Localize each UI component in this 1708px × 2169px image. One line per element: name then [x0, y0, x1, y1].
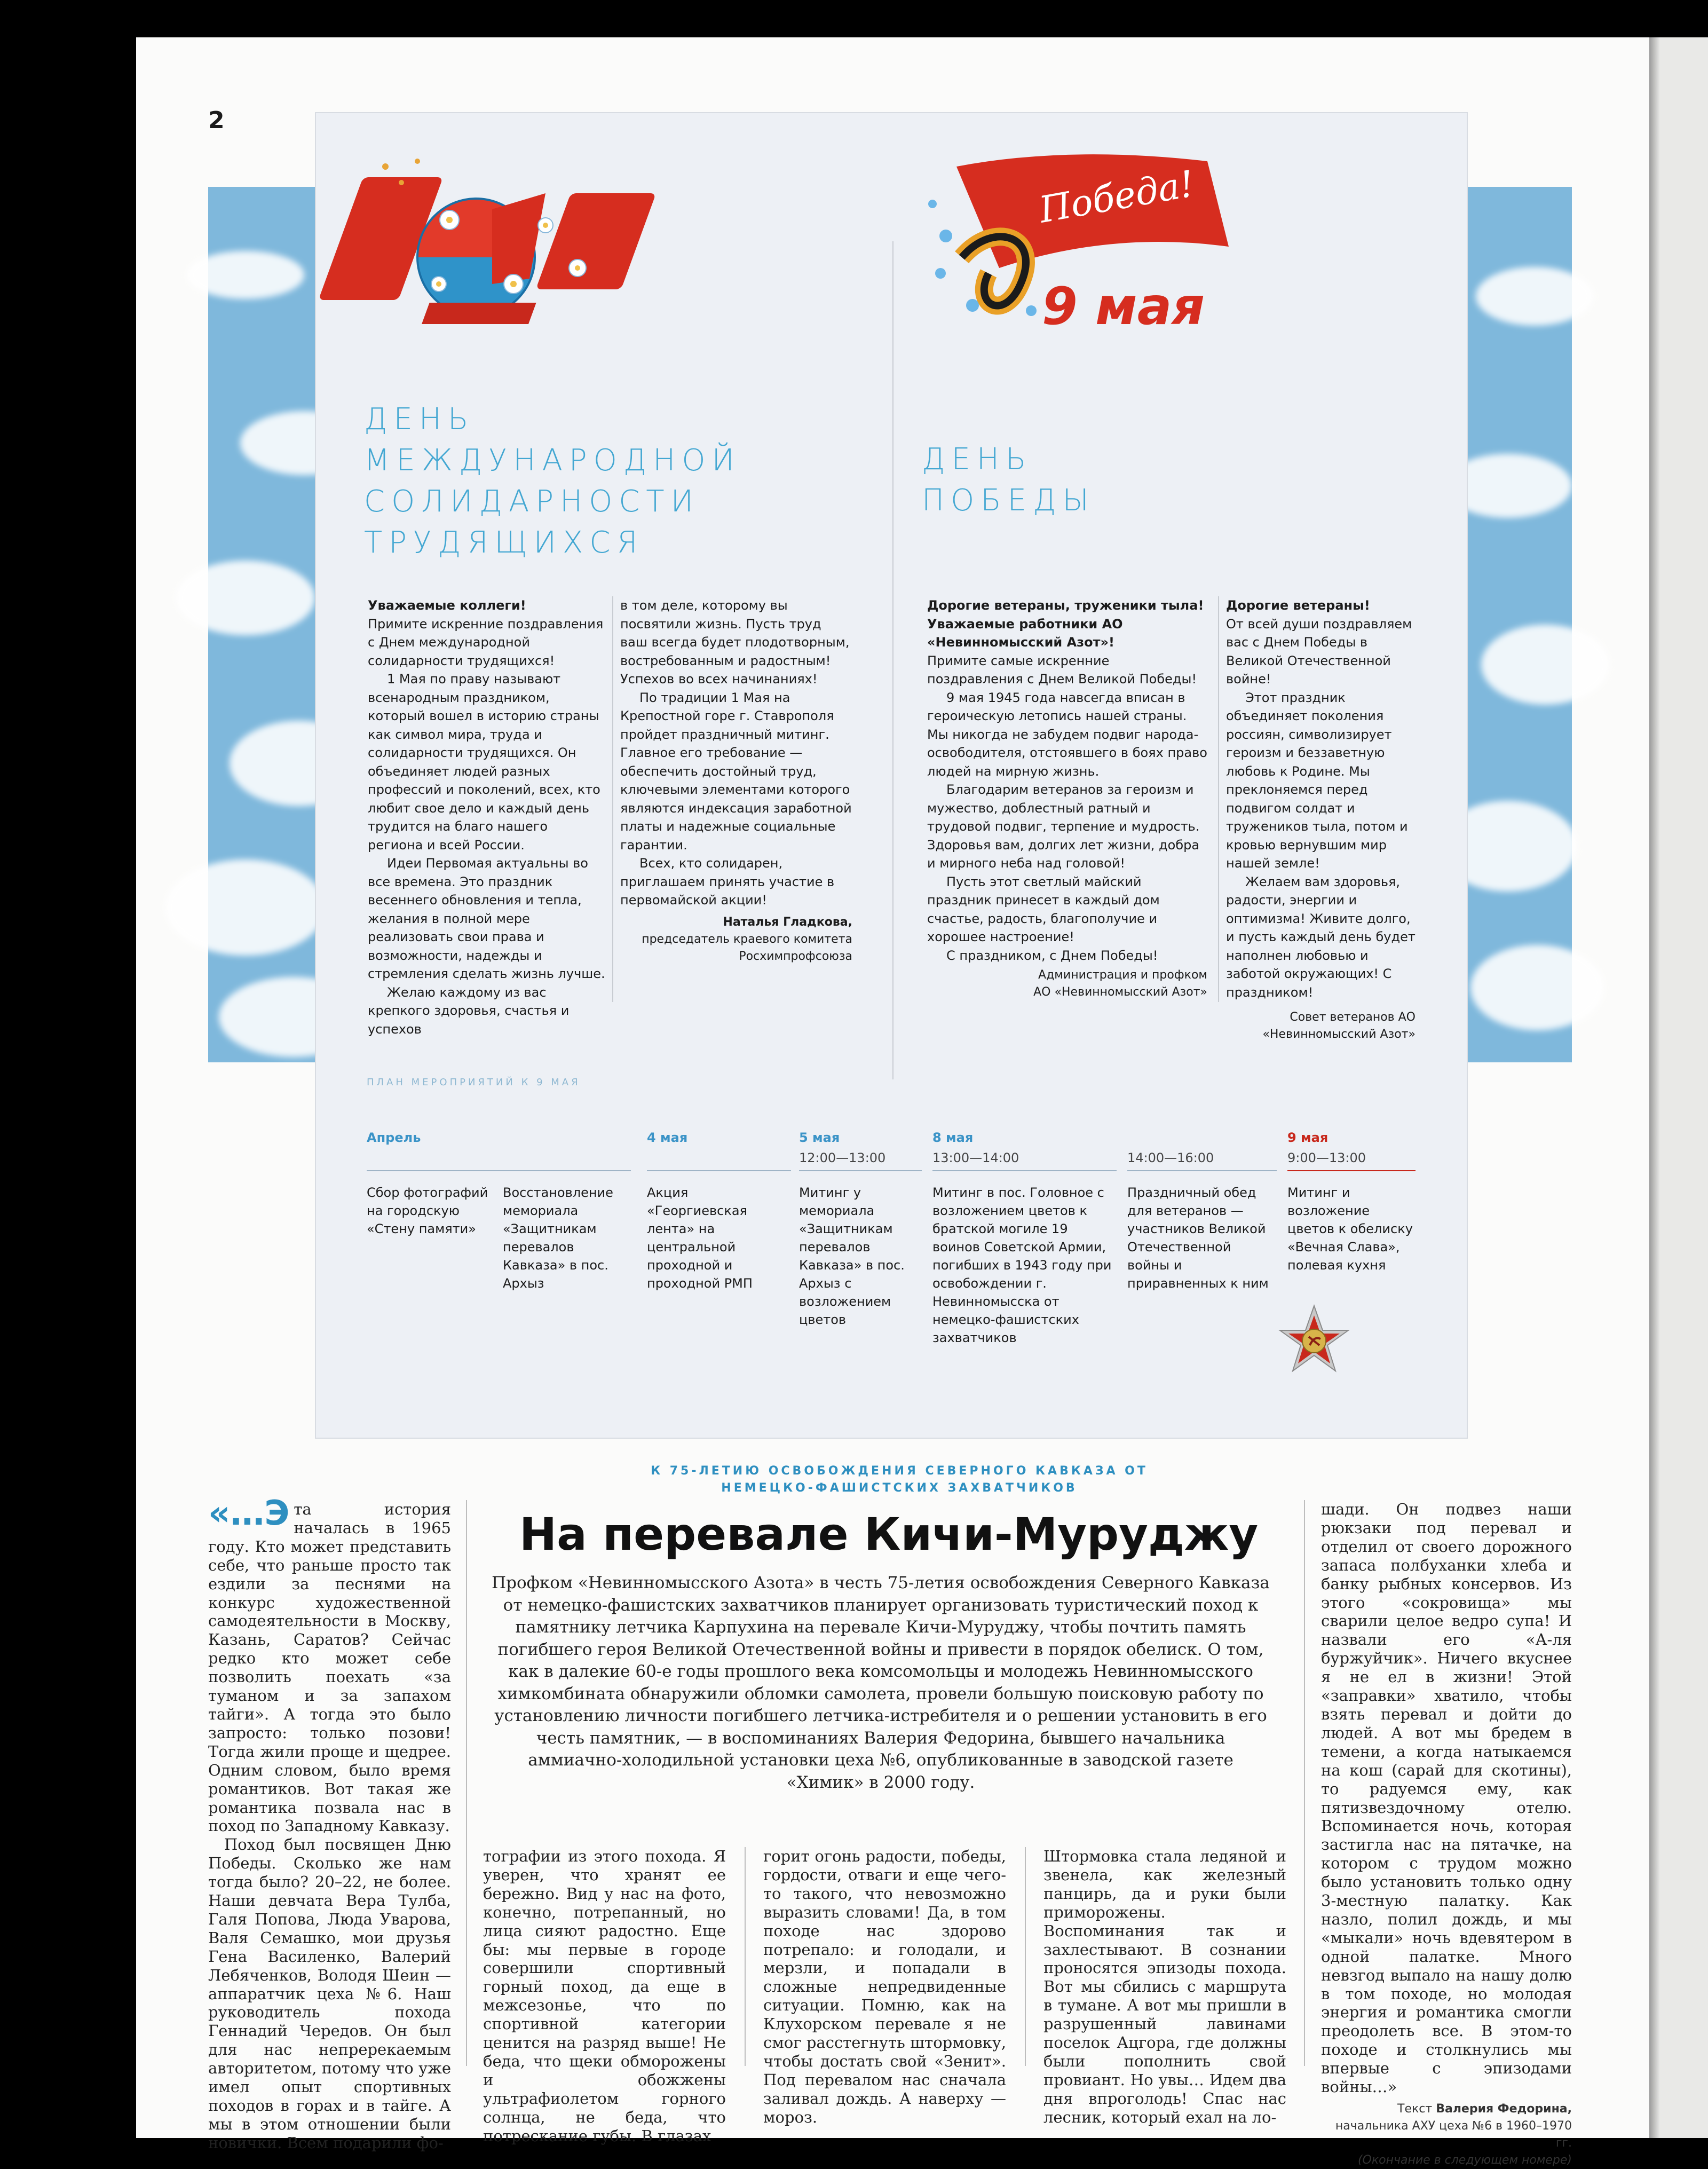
victory-day-title: ДЕНЬ ПОБЕДЫ	[922, 442, 1095, 518]
schedule-rule	[799, 1170, 922, 1171]
schedule-date: 9 мая	[1287, 1130, 1329, 1145]
schedule-time: 12:00—13:00	[799, 1150, 886, 1165]
schedule-event: Восстановление мемориала «Защитникам перевалов Кавказа» в пос. Архыз	[503, 1185, 613, 1291]
schedule-rule	[1127, 1170, 1277, 1171]
quote-mark: «…Э	[208, 1494, 290, 1533]
paragraph: С праздником, с Днем Победы!	[946, 948, 1158, 963]
paragraph: Желаю каждому из вас крепкого здоровья, счастья и успехов	[368, 984, 570, 1037]
may-day-signature-name: Наталья Гладкова,	[723, 915, 852, 929]
paragraph: Уважаемые коллеги!	[368, 598, 526, 613]
may-day-text-col2	[620, 596, 852, 965]
paragraph: Примите искренние поздравления с Днем международной солидарности трудящихся!	[368, 616, 604, 668]
panel-center-divider	[892, 241, 893, 1079]
article-credit: Текст Валерия Федорина, начальника АХУ цеха №6 в 1960–1970 гг. (Окончание в следующем номере)	[1335, 2102, 1572, 2167]
schedule-event: Митинг у мемориала «Защитникам перевалов Кавказа» в пос. Архыз с возложением цветов	[799, 1185, 905, 1327]
paragraph: Всех, кто солидарен, приглашаем принять участие в первомайской акции!	[620, 856, 835, 908]
article-col1-first-paragraph: та история началась в 1965 году. Кто может представить себе, что раньше просто так ездили за песнями на конкурс художественной самодеятельности в Москву, Казань, Саратов? Сейчас редко кто может себе позволить поехать «за туманом и за запахом тайги». А тогда это было запросто: только позови! Тогда жили проще и щедрее. Одним словом, было время романтиков. Вот такая же романтика позвала нас в поход по Западному Кавказу.	[208, 1500, 451, 1835]
sky-background-right	[1465, 187, 1572, 1062]
order-star-icon	[1277, 1304, 1351, 1378]
paragraph: Желаем вам здоровья, радости, энергии и оптимизма! Живите долго, и пусть каждый день будет наполнен любовью и заботой окружающих! С праздником!	[1226, 874, 1416, 1000]
article-kicker: К 75-ЛЕТИЮ ОСВОБОЖДЕНИЯ СЕВЕРНОГО КАВКАЗА ОТ НЕМЕЦКО-ФАШИСТСКИХ ЗАХВАТЧИКОВ	[651, 1464, 1148, 1495]
article-col2: тографии из этого похода. Я уверен, что хранят ее бережно. Вид у нас на фото, конечно, потрепанный, но лица сияют радостно. Еще бы: мы первые в городе совершили спортивный горный поход, да еще в межсезонье, что по спортивной категории ценится на разряд выше! Не беда, что щеки обморожены и обожжены ультрафиолетом горного солнца, не беда, что потрескание губы. В глазах	[483, 1847, 726, 2145]
schedule-date: 8 мая	[932, 1130, 974, 1145]
victory-text-col2	[1226, 596, 1416, 1043]
schedule-rule	[1287, 1170, 1416, 1171]
may-day-signature-role: председатель краевого комитета Росхимпрофсоюза	[642, 932, 852, 963]
article-headline: На перевале Кичи-Муруджу	[519, 1508, 1259, 1560]
paragraph: Пусть этот светлый майский праздник принесет в каждый дом счастье, радость, благополучие и хорошее настроение!	[927, 874, 1160, 944]
article-divider-4	[1304, 1500, 1305, 2066]
may-day-col-divider	[612, 596, 613, 1002]
article-divider-2	[745, 1847, 746, 2066]
schedule-date: 4 мая	[647, 1130, 688, 1145]
may-day-illustration	[353, 145, 695, 348]
schedule-event: Митинг в пос. Головное с возложением цветов к братской могиле 19 воинов Советской Армии, погибших в 1943 году при освобождении г. Невинномысска от немецко-фашистских захватчиков	[932, 1185, 1112, 1345]
paragraph: Дорогие ветераны!	[1226, 598, 1370, 613]
paragraph: Идеи Первомая актуальны во все времена. Это праздник весеннего обновления и тепла, желания в полной мере реализовать свои права и возможности, надежды и стремления сделать жизнь лучше.	[368, 856, 605, 981]
newspaper-page	[136, 37, 1663, 2167]
paragraph: Примите самые искренние поздравления с Днем Великой Победы!	[927, 653, 1197, 687]
article-col4: Штормовка стала ледяной и звенела, как железный панцирь, да и руки были приморожены. Воспоминания так и захлестывают. В сознании проносятся эпизоды похода. Вот мы сбились с маршрута в тумане. А вот мы пришли в разрушенный лавинами поселок Ацгора, где должны были пополнить свой провиант. Но увы… Идем два дня впроголодь! Спас нас лесник, который ехал на ло-	[1043, 1847, 1286, 2126]
may-day-title: ДЕНЬ МЕЖДУНАРОДНОЙ СОЛИДАРНОСТИ ТРУДЯЩИХСЯ	[364, 402, 741, 560]
schedule-time: 14:00—16:00	[1127, 1150, 1214, 1165]
schedule-event: Акция «Георгиевская лента» на центральной проходной и проходной РМП	[647, 1185, 753, 1291]
victory-date-text: 9 мая	[1042, 277, 1205, 336]
article-col3: горит огонь радости, победы, гордости, отваги и еще чего-то такого, что невозможно выразить словами! Да, в том походе нас здорово потрепало: и голодали, и мерзли, и попадали в сложные непредвиденные ситуации. Помню, как на Клухорском перевале я не смог расстегнуть штормовку, чтобы достать свой «Зенит». Под перевалом нас сначала заливал дождь. А наверху — мороз.	[763, 1847, 1006, 2126]
article-col5	[1321, 1500, 1572, 2169]
continued-note: (Окончание в следующем номере)	[1357, 2154, 1572, 2167]
paragraph: Этот праздник объединяет поколения россиян, символизирует героизм и беззаветную любовь к Родине. Мы преклоняемся перед подвигом солдат и тружеников тыла, потом и кровью вернувшим мир нашей земле!	[1226, 690, 1408, 871]
paragraph: 1 Мая по праву называют всенародным праздником, который вошел в историю страны как символ мира, труда и солидарности трудящихся. Он объединяет людей разных профессий и поколений, всех, кто любит свое дело и каждый день трудится на благо нашего региона и всей России.	[368, 672, 600, 853]
victory-day-illustration	[908, 145, 1250, 348]
page-number: 2	[208, 107, 225, 134]
paragraph: По традиции 1 Мая на Крепостной горе г. Ставрополя пройдет праздничный митинг. Главное его требование — обеспечить достойный труд, ключевыми элементами которого являются индексация заработной платы и надежные социальные гарантии.	[620, 690, 852, 853]
schedule-event: Сбор фотографий на городскую «Стену памяти»	[367, 1185, 488, 1236]
victory-text-col1	[927, 596, 1207, 1001]
victory-col2-signature: Совет ветеранов АО «Невинномысский Азот»	[1262, 1011, 1416, 1041]
schedule-rule	[932, 1170, 1117, 1171]
article-col1	[208, 1494, 451, 2152]
schedule-date: Апрель	[367, 1130, 421, 1145]
paragraph: Благодарим ветеранов за героизм и мужество, доблестный ратный и трудовой подвиг, терпение и мудрость. Здоровья вам, долгих лет жизни, добра и мирного неба над головой!	[927, 782, 1200, 871]
article-col5-text: шади. Он подвез наши рюкзаки под перевал и отделил от своего дорожного запаса полбуханки хлеба и банку рыбных консервов. Из этого «сокровища» мы сварили целое ведро супа! И назвали его «А-ля буржуйчик». Ничего вкуснее я не ел в жизни! Этой «заправки» хватило, чтобы взять перевал и дойти до людей. А вот мы бредем в темени, а когда натыкаемся на кош (сарай для скотины), то радуемся ему, как пятизвездочному отелю. Вспоминается ночь, которая застигла нас на пятачке, на котором с трудом можно было установить только одну 3-местную палатку. Как назло, полил дождь, и мы «мыкали» ночь вдевятером в одной палатке. Много невзгод выпало на нашу долю в том походе, но молодая энергия и романтика смогли преодолеть все. В этом-то походе и столкнулись мы впервые с эпизодами войны…»	[1321, 1500, 1572, 2096]
schedule-event: Праздничный обед для ветеранов — участников Великой Отечественной войны и приравненных к ним	[1127, 1185, 1269, 1291]
greetings-panel	[315, 112, 1468, 1439]
article-divider-3	[1025, 1847, 1026, 2066]
paragraph: Дорогие ветераны, труженики тыла! Уважаемые работники АО «Невинномысский Азот»!	[927, 598, 1204, 650]
schedule-rule	[647, 1170, 791, 1171]
paragraph: 9 мая 1945 года навсегда вписан в героическую летопись нашей страны. Мы никогда не забудем подвиг народа-освободителя, отстоявшего в боях право людей на мирную жизнь.	[927, 690, 1207, 779]
article-lead: Профком «Невинномысского Азота» в честь 75-летия освобождения Северного Кавказа от немецко-фашистских захватчиков планирует организовать туристический поход к памятнику летчика Карпухина на перевале Кичи-Муруджу, чтобы почтить память погибшего героя Великой Отечественной войны и привести в порядок обелиск. О том, как в далекие 60-е годы прошлого века комсомольцы и молодежь Невинномысского химкомбината обнаружили обломки самолета, провели большую поисковую работу по установлению личности погибшего летчика-истребителя и о решении установить в его честь памятник, — в воспоминаниях Валерия Федорина, бывшего начальника аммиачно-холодильной установки цеха №6, опубликованные в заводской газете «Химик» в 2000 году.	[492, 1573, 1270, 1792]
schedule-event: Митинг и возложение цветов к обелиску «Вечная Слава», полевая кухня	[1287, 1185, 1413, 1273]
victory-col-divider	[1218, 596, 1219, 1002]
victory-flag-text: Победа!	[1036, 163, 1198, 232]
schedule-rule	[367, 1170, 631, 1171]
victory-col1-signature: Администрация и профком АО «Невинномысский Азот»	[1033, 968, 1207, 999]
may-day-text-col1	[368, 596, 605, 1038]
schedule-time: 13:00—14:00	[932, 1150, 1019, 1165]
article-divider-1	[466, 1500, 467, 2066]
schedule-header: ПЛАН МЕРОПРИЯТИЙ К 9 МАЯ	[367, 1077, 581, 1088]
next-page-edge	[1649, 37, 1708, 2138]
article-col1-second-paragraph: Поход был посвящен Дню Победы. Сколько же нам тогда было? 20–22, не более. Наши девчата Вера Тулба, Галя Попова, Люда Уварова, Валя Семашко, мои друзья Гена Василенко, Валерий Лебяченков, Володя Шеин — аппаратчик цеха №6. Наш руководитель похода Геннадий Чередов. Он был для нас непререкаемым авторитетом, потому что уже имел опыт спортивных походов в горах и в тайге. А мы в этом отношении были новички. Всем подарили фо-	[208, 1835, 451, 2152]
schedule-time: 9:00—13:00	[1287, 1150, 1366, 1165]
paragraph: От всей души поздравляем вас с Днем Победы в Великой Отечественной войне!	[1226, 616, 1412, 687]
schedule-date: 5 мая	[799, 1130, 840, 1145]
paragraph: в том деле, которому вы посвятили жизнь. Пусть труд ваш всегда будет плодотворным, востребованным и радостным! Успехов во всех начинаниях!	[620, 598, 850, 687]
